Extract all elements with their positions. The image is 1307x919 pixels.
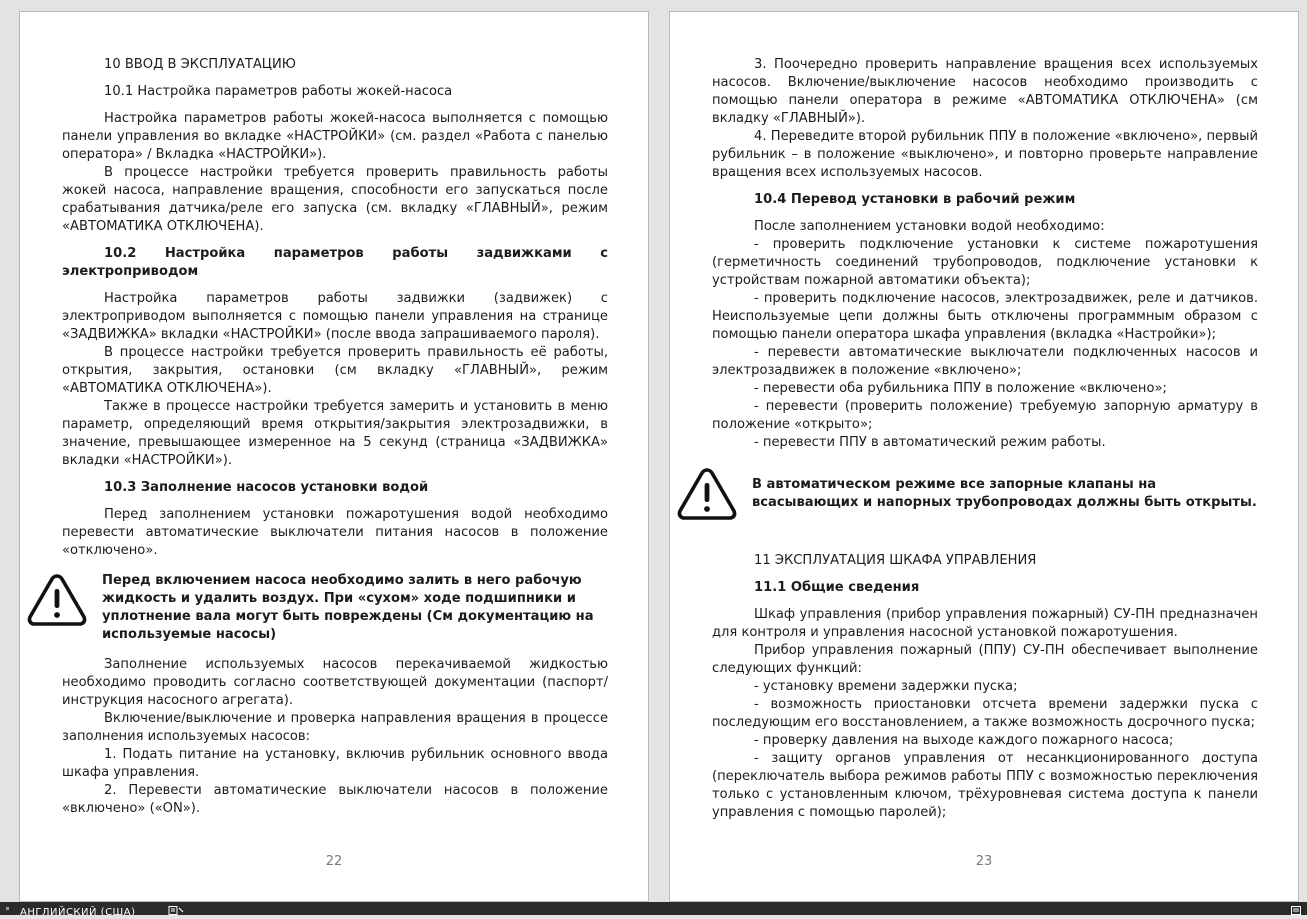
- heading-10-3: 10.3 Заполнение насосов установки водой: [104, 480, 429, 495]
- paragraph: - проверить подключение установки к системе пожаротушения (герметичность соединений трубопроводов, подключение установки к устройствам пожарной автоматики объекта);: [712, 237, 1258, 288]
- paragraph: 4. Переведите второй рубильник ППУ в положение «включено», первый рубильник – в положение «выключено», и повторно проверьте направление вращения всех используемых насосов.: [712, 129, 1258, 180]
- warning-box: [26, 572, 608, 644]
- paragraph: Прибор управления пожарный (ППУ) СУ-ПН обеспечивает выполнение следующих функций:: [712, 643, 1258, 676]
- heading-10-1: 10.1 Настройка параметров работы жокей-насоса: [104, 84, 453, 99]
- paragraph: - перевести (проверить положение) требуемую запорную арматуру в положение «открыто»;: [712, 399, 1258, 432]
- paragraph: Шкаф управления (прибор управления пожарный) СУ-ПН предназначен для контроля и управления насосной установкой пожаротушения.: [712, 607, 1258, 640]
- warning-box: [676, 466, 1258, 522]
- warning-triangle-icon: [676, 466, 738, 522]
- paragraph: - установку времени задержки пуска;: [754, 679, 1018, 694]
- heading-section-11: 11 ЭКСПЛУАТАЦИЯ ШКАФА УПРАВЛЕНИЯ: [754, 553, 1037, 568]
- paragraph: - возможность приостановки отсчета времени задержки пуска с последующим его восстановлением, а также возможность досрочного пуска;: [712, 697, 1258, 730]
- paragraph: 2. Перевести автоматические выключатели насосов в положение «включено» («ON»).: [62, 783, 608, 816]
- paragraph: Перед заполнением установки пожаротушения водой необходимо перевести автоматические выключатели питания насосов в положение «отключено».: [62, 507, 608, 558]
- paragraph: В процессе настройки требуется проверить правильность её работы, открытия, закрытия, остановки (см вкладку «ГЛАВНЫЙ», режим «АВТОМАТИКА ОТКЛЮЧЕНА»).: [62, 345, 608, 396]
- paragraph: 1. Подать питание на установку, включив рубильник основного ввода шкафа управления.: [62, 747, 608, 780]
- page-number: 22: [325, 854, 343, 869]
- paragraph: - перевести ППУ в автоматический режим работы.: [754, 435, 1106, 450]
- page-content: [712, 56, 1258, 822]
- warning-text: В автоматическом режиме все запорные клапаны на всасывающих и напорных трубопроводах должны быть открыты.: [752, 477, 1257, 510]
- layout-icon[interactable]: [1291, 906, 1301, 915]
- language-indicator[interactable]: АНГЛИЙСКИЙ (США): [20, 907, 136, 918]
- page-number: 23: [975, 854, 993, 869]
- paragraph: Включение/выключение и проверка направления вращения в процессе заполнения используемых насосов:: [62, 711, 608, 744]
- track-changes-icon[interactable]: [168, 906, 184, 915]
- heading-10-2: 10.2 Настройка параметров работы задвижками с электроприводом: [62, 246, 608, 279]
- page-content: [62, 56, 608, 818]
- document-page-right: [669, 11, 1299, 902]
- paragraph: В процессе настройки требуется проверить правильность работы жокей насоса, направление вращения, способности его запускаться после срабатывания датчика/реле его запуска (см. вкладку «ГЛАВНЫЙ», режим «АВТОМАТИКА ОТКЛЮЧЕНА).: [62, 165, 608, 234]
- warning-triangle-icon: [26, 572, 88, 628]
- document-page-left: [19, 11, 649, 902]
- status-marker: [6, 907, 9, 910]
- paragraph: - защиту органов управления от несанкционированного доступа (переключатель выбора режимов работы ППУ с возможностью переключения только с установленным ключом, трёхуровневая система доступа к панели управления с помощью паролей);: [712, 751, 1258, 820]
- paragraph: - перевести оба рубильника ППУ в положение «включено»;: [754, 381, 1167, 396]
- status-bar: [0, 902, 1307, 918]
- paragraph: Также в процессе настройки требуется замерить и установить в меню параметр, определяющий время открытия/закрытия электрозадвижки, в значение, превышающее измеренное на 5 секунд (страница «ЗАДВИЖКА» вкладки «НАСТРОЙКИ»).: [62, 399, 608, 468]
- paragraph: - проверку давления на выходе каждого пожарного насоса;: [754, 733, 1174, 748]
- paragraph: 3. Поочередно проверить направление вращения всех используемых насосов. Включение/выключение насосов необходимо производить с помощью панели оператора в режиме «АВТОМАТИКА ОТКЛЮЧЕНА» (см вкладку «ГЛАВНЫЙ»).: [712, 57, 1258, 126]
- paragraph: После заполнением установки водой необходимо:: [754, 219, 1105, 234]
- heading-section-10: 10 ВВОД В ЭКСПЛУАТАЦИЮ: [104, 57, 296, 72]
- heading-10-4: 10.4 Перевод установки в рабочий режим: [754, 192, 1076, 207]
- heading-11-1: 11.1 Общие сведения: [754, 580, 920, 595]
- paragraph: - проверить подключение насосов, электрозадвижек, реле и датчиков. Неиспользуемые цепи должны быть отключены программным образом с помощью панели оператора шкафа управления (вкладка «Настройки»);: [712, 291, 1258, 342]
- paragraph: Заполнение используемых насосов перекачиваемой жидкостью необходимо проводить согласно соответствующей документации (паспорт/инструкция насосного агрегата).: [62, 657, 608, 708]
- warning-text: Перед включением насоса необходимо залить в него рабочую жидкость и удалить воздух. При «сухом» ходе подшипники и уплотнение вала могут быть повреждены (См документацию на используемые насосы): [102, 573, 594, 642]
- paragraph: Настройка параметров работы жокей-насоса выполняется с помощью панели управления во вкладке «НАСТРОЙКИ» (см. раздел «Работа с панелью оператора» / Вкладка «НАСТРОЙКИ»).: [62, 111, 608, 162]
- paragraph: Настройка параметров работы задвижки (задвижек) с электроприводом выполняется с помощью панели управления на странице «ЗАДВИЖКА» вкладки «НАСТРОЙКИ» (после ввода запрашиваемого пароля).: [62, 291, 608, 342]
- paragraph: - перевести автоматические выключатели подключенных насосов и электрозадвижек в положение «включено»;: [712, 345, 1258, 378]
